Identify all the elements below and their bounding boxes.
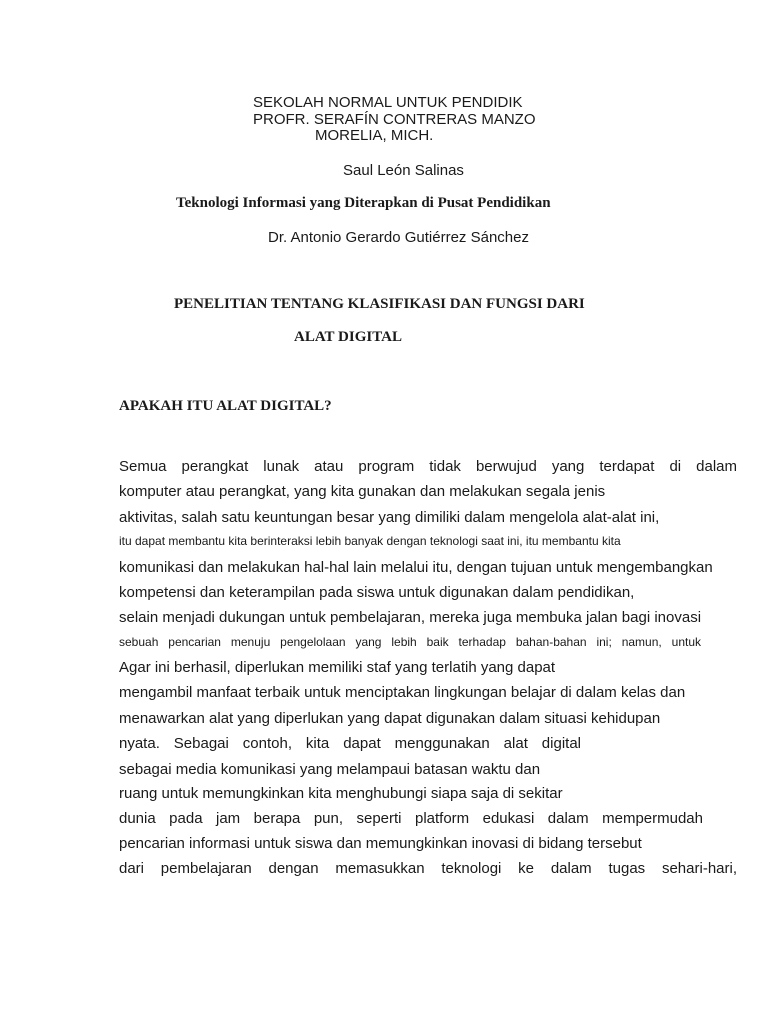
section-heading: APAKAH ITU ALAT DIGITAL? (119, 398, 332, 414)
paragraph-line: mengambil manfaat terbaik untuk menciptakan lingkungan belajar di dalam kelas dan (119, 684, 686, 701)
paragraph-line: dari pembelajaran dengan memasukkan teknologi ke dalam tugas sehari-hari, (119, 860, 737, 877)
school-name-line-2: PROFR. SERAFÍN CONTRERAS MANZO (253, 111, 536, 128)
student-name: Saul León Salinas (343, 162, 464, 179)
paragraph-line: dunia pada jam berapa pun, seperti platform edukasi dalam mempermudah (119, 810, 703, 827)
teacher-name: Dr. Antonio Gerardo Gutiérrez Sánchez (268, 229, 529, 246)
course-title: Teknologi Informasi yang Diterapkan di Pusat Pendidikan (176, 195, 551, 211)
paragraph-line: Agar ini berhasil, diperlukan memiliki staf yang terlatih yang dapat (119, 659, 556, 676)
paragraph-line: kompetensi dan keterampilan pada siswa untuk digunakan dalam pendidikan, (119, 584, 635, 601)
paragraph-line: itu dapat membantu kita berinteraksi lebih banyak dengan teknologi saat ini, itu membantu kita (119, 534, 621, 548)
paragraph-line: komputer atau perangkat, yang kita gunakan dan melakukan segala jenis (119, 483, 606, 500)
paragraph-line: sebagai media komunikasi yang melampaui batasan waktu dan (119, 761, 541, 778)
paragraph-line: selain menjadi dukungan untuk pembelajaran, mereka juga membuka jalan bagi inovasi (119, 609, 702, 626)
paragraph-line: sebuah pencarian menuju pengelolaan yang lebih baik terhadap bahan-bahan ini; namun, untuk (119, 635, 701, 649)
paragraph-line: menawarkan alat yang diperlukan yang dapat digunakan dalam situasi kehidupan (119, 710, 661, 727)
paragraph-line: aktivitas, salah satu keuntungan besar yang dimiliki dalam mengelola alat-alat ini, (119, 509, 660, 526)
paragraph-line: nyata. Sebagai contoh, kita dapat menggunakan alat digital (119, 735, 581, 752)
document-title-line-1: PENELITIAN TENTANG KLASIFIKASI DAN FUNGSI DARI (174, 296, 585, 312)
document-title-line-2: ALAT DIGITAL (294, 329, 402, 345)
paragraph-line: komunikasi dan melakukan hal-hal lain melalui itu, dengan tujuan untuk mengembangkan (119, 559, 713, 576)
school-location: MORELIA, MICH. (315, 127, 434, 144)
paragraph-line: ruang untuk memungkinkan kita menghubungi siapa saja di sekitar (119, 785, 563, 802)
school-name-line-1: SEKOLAH NORMAL UNTUK PENDIDIK (253, 94, 523, 111)
paragraph-line: Semua perangkat lunak atau program tidak berwujud yang terdapat di dalam (119, 458, 737, 475)
paragraph-line: pencarian informasi untuk siswa dan memungkinkan inovasi di bidang tersebut (119, 835, 642, 852)
